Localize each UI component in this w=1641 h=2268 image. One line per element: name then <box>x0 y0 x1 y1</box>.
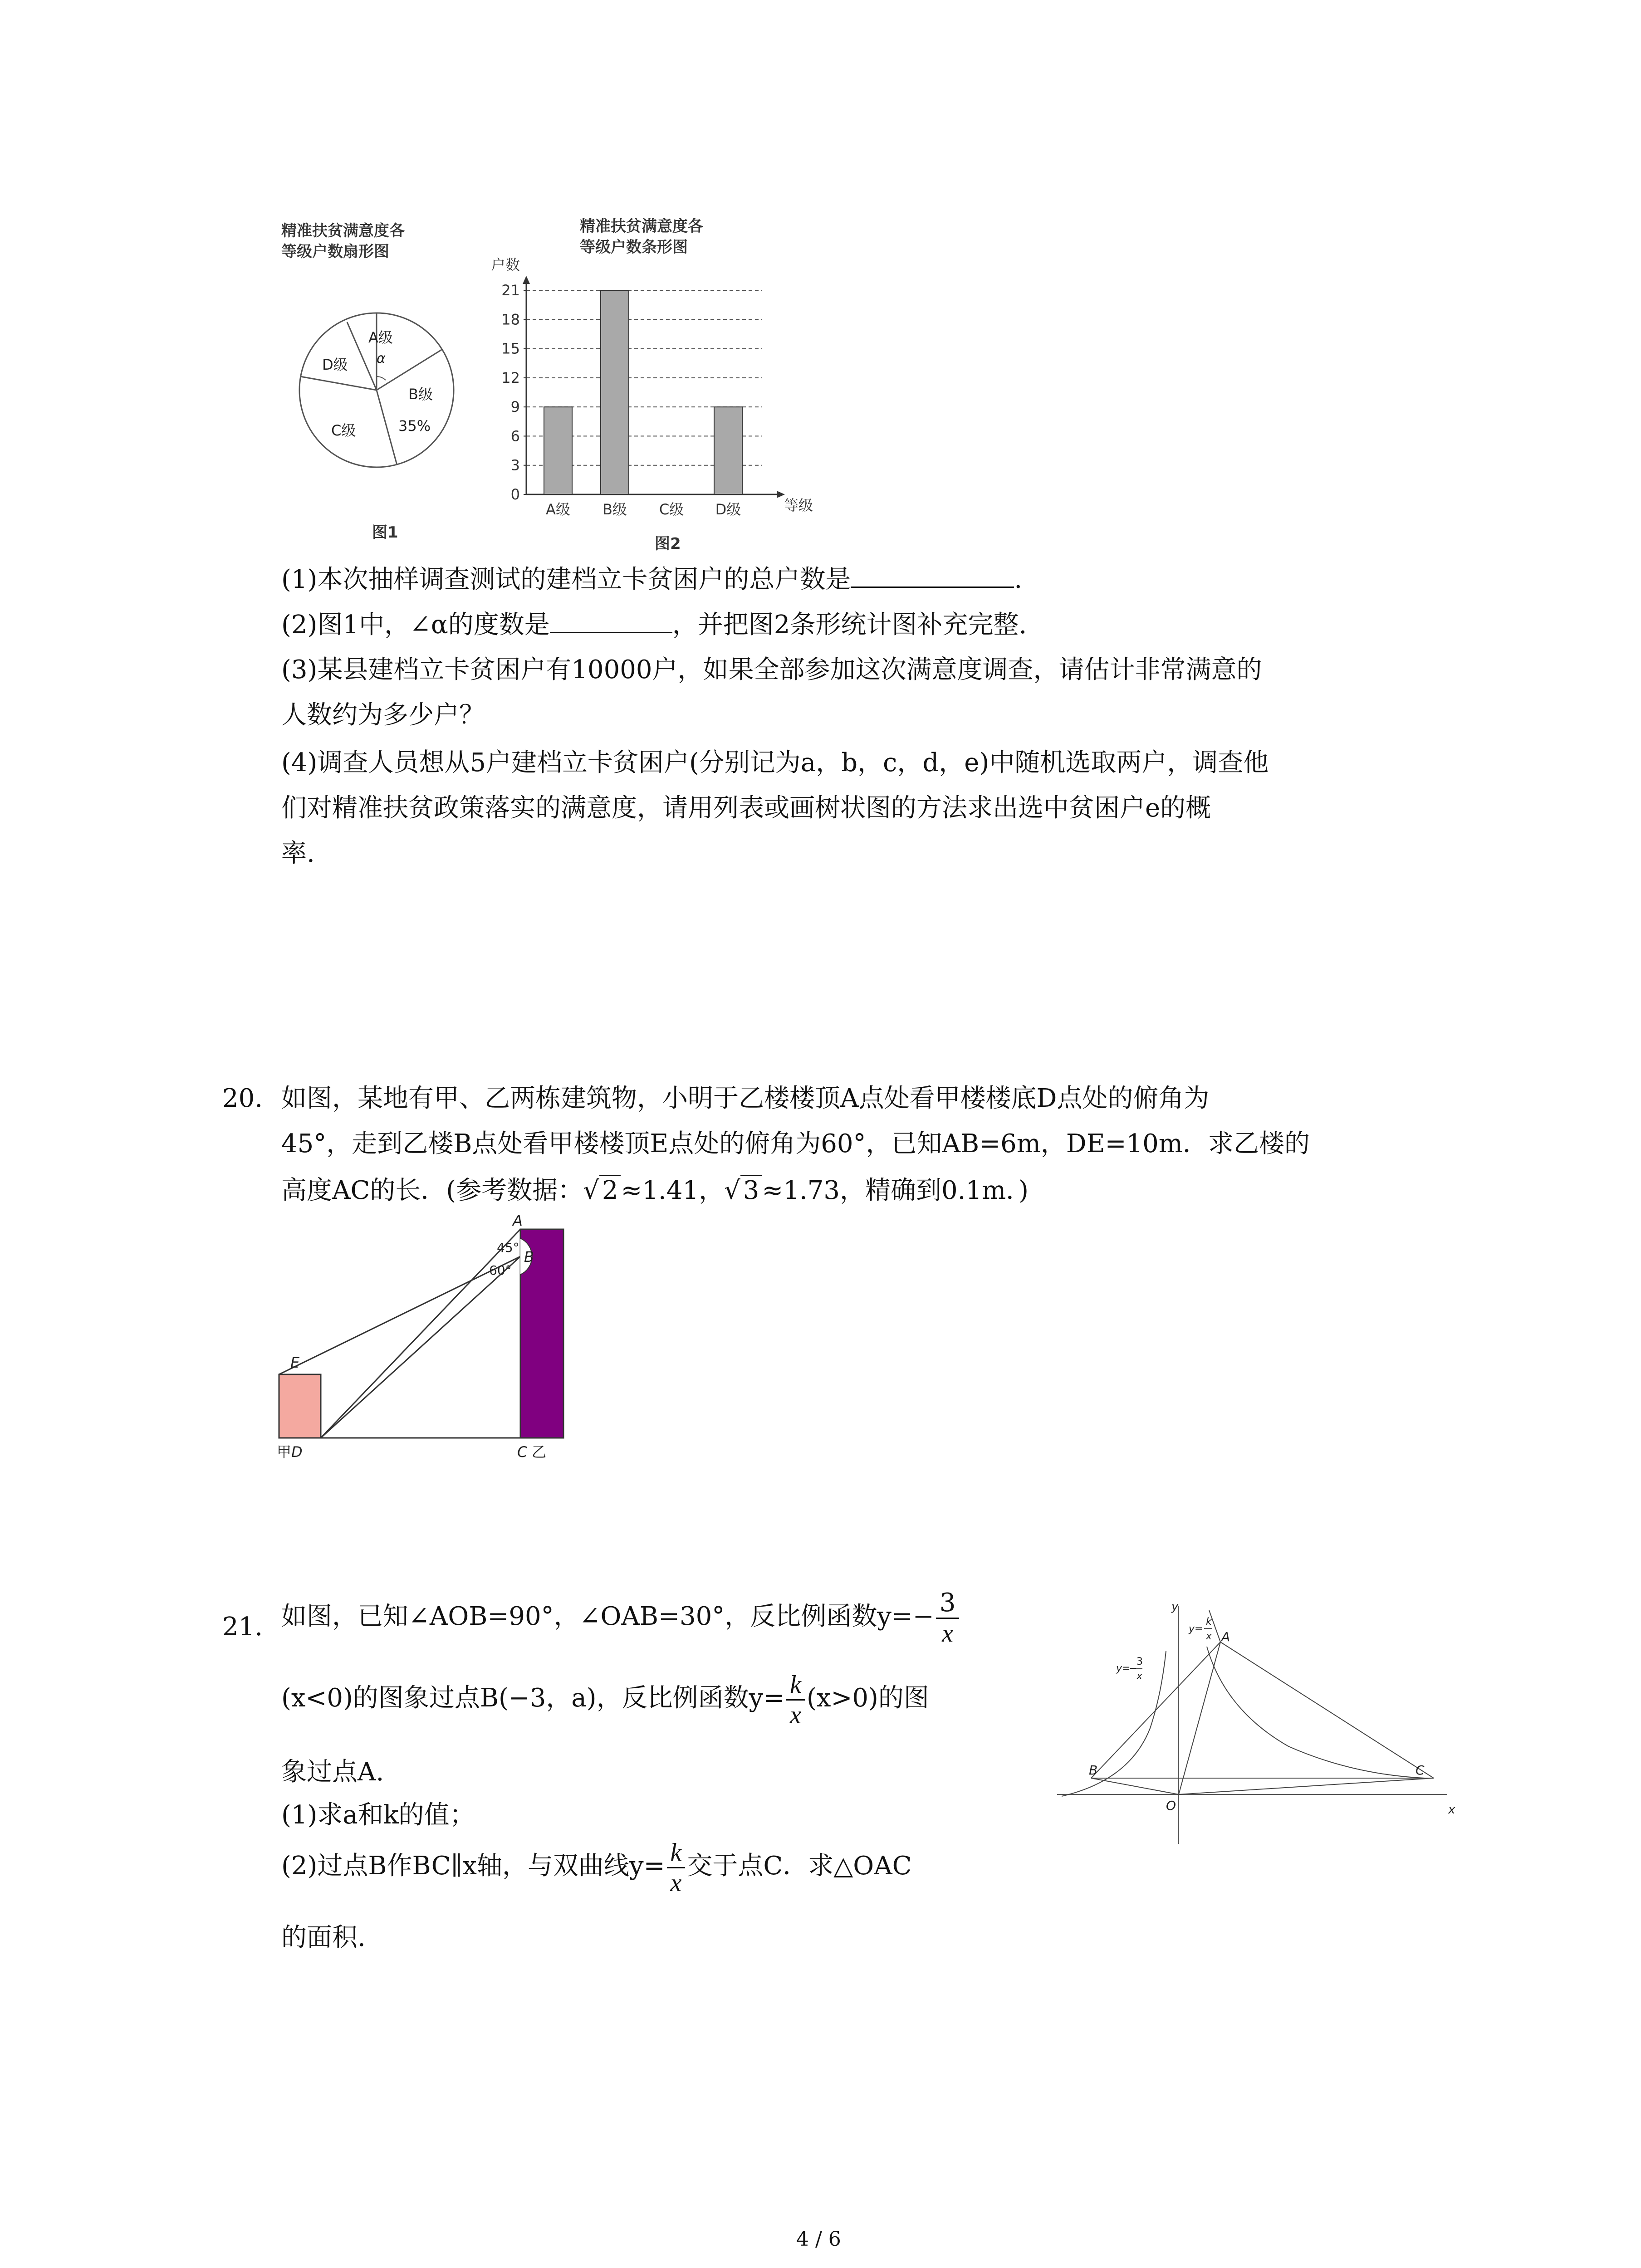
q19-part3-line2: 人数约为多少户？ <box>281 700 485 730</box>
q19-answer-blank-1 <box>851 565 1014 588</box>
axis-x-label: x <box>1448 1803 1455 1817</box>
q20-line3-c: ≈1.73，精确到0.1m．) <box>762 1176 1029 1205</box>
pie-label-alpha: α <box>377 351 386 367</box>
origin-label: O <box>1166 1798 1176 1813</box>
q20-line3 <box>281 1175 1029 1205</box>
pie-label-a: A级 <box>368 329 393 346</box>
y-axis-arrow <box>523 276 530 284</box>
label-yi: 乙 <box>532 1443 547 1461</box>
x-tick-label: B级 <box>603 501 627 518</box>
x-tick-label: A级 <box>546 501 570 518</box>
q21-hyperbola-figure <box>1053 1597 1461 1851</box>
label-d: D <box>291 1443 303 1461</box>
q19-part4-line2: 们对精准扶贫政策落实的满意度，请用列表或画树状图的方法求出选中贫困户e的概 <box>281 793 1211 823</box>
label-b: B <box>524 1248 534 1266</box>
label-a: A <box>513 1212 523 1229</box>
pie-label-c: C级 <box>331 422 356 439</box>
q21-line5-a: (2)过点B作BC∥x轴，与双曲线y= <box>281 1851 665 1881</box>
q19-part1: (1)本次抽样调查测试的建档立卡贫困户的总户数是 . <box>281 565 1023 594</box>
q19-answer-blank-2 <box>550 610 672 633</box>
bar-1 <box>544 407 572 494</box>
pie-label-d: D级 <box>322 356 348 373</box>
bar-title-line1: 精准扶贫满意度各 <box>580 217 703 235</box>
q21-line2-a: (x<0)的图象过点B(−3，a)，反比例函数y= <box>281 1683 785 1713</box>
y-tick-label: 6 <box>510 427 520 445</box>
figure-2-caption: 图2 <box>655 535 681 553</box>
left-curve-den: x <box>1136 1671 1143 1682</box>
q21-line4: (1)求a和k的值； <box>281 1800 475 1830</box>
label-c: C <box>517 1443 528 1461</box>
pie-chart-figure <box>272 213 472 549</box>
figure-1-caption: 图1 <box>372 523 398 542</box>
q21-line1-text: 如图，已知∠AOB=90°，∠OAB=30°，反比例函数y=− <box>281 1602 934 1631</box>
fraction-3-over-x: $\frac{3}{x}$ <box>936 1589 960 1648</box>
q19-part4-line1: (4)调查人员想从5户建档立卡贫困户(分别记为a，b，c，d，e)中随机选取两户，调查他 <box>281 748 1269 777</box>
bar-title-line2: 等级户数条形图 <box>580 238 688 256</box>
fraction-k-over-x: $\frac{k}{x}$ <box>786 1670 805 1730</box>
q19-part4-line3: 率. <box>281 839 315 868</box>
sqrt3: √ 3 <box>724 1176 762 1205</box>
y-tick-label: 21 <box>501 282 520 299</box>
sqrt2: √ 2 <box>583 1176 621 1205</box>
q21-number: 21. <box>222 1612 263 1642</box>
q21-line5-b: 交于点C．求△OAC <box>687 1851 912 1881</box>
q21-line1 <box>281 1588 961 1648</box>
point-b-label: B <box>1089 1763 1098 1778</box>
bar-4 <box>714 407 742 494</box>
x-tick-label: D级 <box>715 501 741 518</box>
y-tick-label: 3 <box>510 456 520 474</box>
point-a-label: A <box>1221 1629 1230 1644</box>
q20-line3-b: ≈1.41， <box>621 1176 725 1205</box>
bar-y-ticks <box>501 282 526 503</box>
label-60: 60° <box>489 1263 512 1278</box>
bar-x-tick-labels <box>546 501 741 518</box>
y-tick-label: 12 <box>501 369 520 386</box>
y-tick-label: 9 <box>510 398 520 416</box>
pie-label-b-pct: 35% <box>398 417 431 435</box>
building-jia <box>279 1374 321 1438</box>
pie-title-line1: 精准扶贫满意度各 <box>281 222 405 240</box>
y-tick-label: 15 <box>501 340 520 357</box>
bar-y-axis-label: 户数 <box>491 256 520 274</box>
x-tick-label: C级 <box>659 501 684 518</box>
label-jia: 甲 <box>277 1443 292 1461</box>
y-tick-label: 18 <box>501 311 520 328</box>
label-45: 45° <box>497 1240 519 1255</box>
left-curve-num: 3 <box>1136 1656 1143 1667</box>
pie-label-b: B级 <box>408 386 433 403</box>
bar-2 <box>601 290 629 494</box>
bar-bars <box>544 290 742 494</box>
q20-number: 20. <box>222 1084 263 1113</box>
bar-chart-figure <box>481 213 839 558</box>
q19-part2 <box>281 610 1027 640</box>
q19-part2-text-b: ，并把图2条形统计图补充完整. <box>672 610 1027 640</box>
q21-line2 <box>281 1669 929 1730</box>
q20-line2: 45°，走到乙楼B点处看甲楼楼顶E点处的俯角为60°，已知AB=6m，DE=10m．求乙楼的 <box>281 1129 1310 1158</box>
q21-line6: 的面积. <box>281 1923 366 1952</box>
pie-title-line2: 等级户数扇形图 <box>281 243 389 261</box>
page-number: 4 / 6 <box>796 2228 841 2251</box>
fraction-k-over-x-2: $\frac{k}{x}$ <box>667 1838 686 1897</box>
q20-line1: 如图，某地有甲、乙两栋建筑物，小明于乙楼楼顶A点处看甲楼楼底D点处的俯角为 <box>281 1084 1210 1113</box>
right-curve-den: x <box>1206 1631 1212 1642</box>
label-e: E <box>290 1354 300 1371</box>
left-curve-yeq: y= <box>1116 1663 1131 1674</box>
q21-line3: 象过点A. <box>281 1757 384 1787</box>
y-tick-label: 0 <box>510 486 520 503</box>
q20-line3-a: 高度AC的长．(参考数据： <box>281 1176 583 1205</box>
q19-part2-text-a: (2)图1中，∠α的度数是 <box>281 610 550 640</box>
left-curve-neg: − <box>1129 1663 1137 1674</box>
right-curve-num: k <box>1206 1616 1212 1628</box>
q19-part3-line1: (3)某县建档立卡贫困户有10000户，如果全部参加这次满意度调查，请估计非常满意的 <box>281 655 1262 684</box>
q21-line2-b: (x>0)的图 <box>807 1683 929 1713</box>
point-c-label: C <box>1416 1763 1425 1778</box>
q19-part1-text: (1)本次抽样调查测试的建档立卡贫困户的总户数是 <box>281 565 851 594</box>
axis-y-label: y <box>1171 1600 1179 1613</box>
bar-x-axis-label: 等级 <box>784 497 813 514</box>
q21-line5 <box>281 1837 912 1897</box>
q20-building-figure <box>272 1207 599 1465</box>
right-curve-yeq: y= <box>1189 1623 1203 1635</box>
